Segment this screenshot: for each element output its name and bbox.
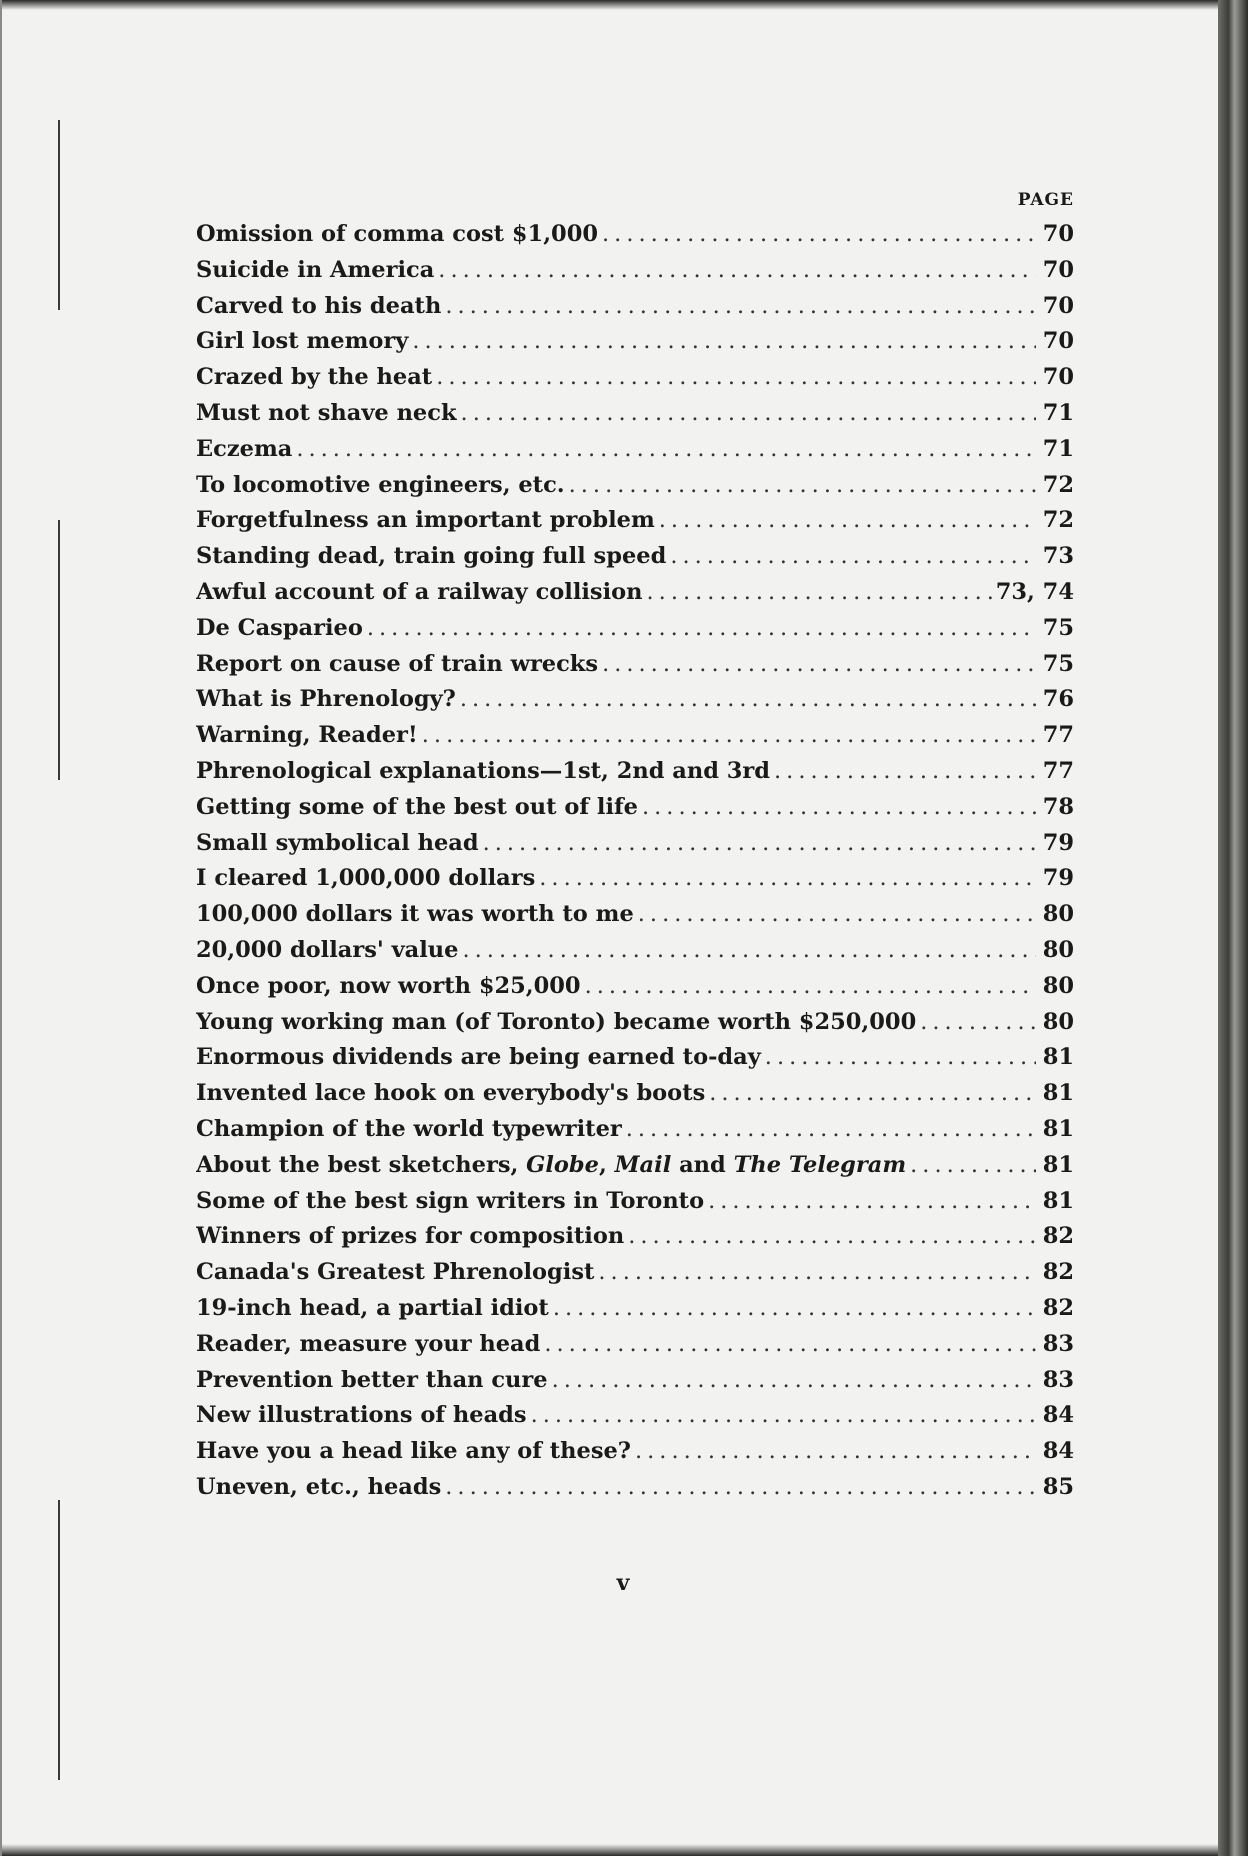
toc-entry-page: 78 [1042,793,1074,820]
gutter-mark [58,1500,60,1780]
toc-entry-page: 75 [1042,614,1074,641]
toc-entry [196,1148,1086,1184]
toc-entry [196,468,1086,504]
toc-entry-title-part: About the best sketchers, [196,1151,527,1178]
toc-entry-title [196,1148,906,1184]
dot-leader [531,1398,1036,1434]
toc-entry-title: Have you a head like any of these? [196,1438,631,1465]
toc-entry [196,324,1086,360]
dot-leader [438,253,1036,289]
dot-leader [296,432,1036,468]
toc-entry [196,1184,1086,1220]
dot-leader [553,1291,1036,1327]
page-number: v [616,1570,630,1596]
toc-entry-title: Omission of comma cost $1,000 [196,221,599,247]
toc-entry-page: 81 [1042,1115,1074,1142]
dot-leader [422,718,1036,754]
toc-entry-title: Small symbolical head [196,829,479,856]
toc-entry-title: Winners of prizes for composition [196,1223,625,1250]
toc-entry-page: 81 [1042,1044,1074,1071]
toc-entry-page: 70 [1042,221,1074,247]
toc-entry-page: 81 [1042,1151,1074,1178]
toc-entry-title: 20,000 dollars' value [196,936,459,963]
toc-entry [196,432,1086,468]
dot-leader [602,217,1036,253]
toc-entry-page: 71 [1042,435,1074,462]
toc-entry-title: Some of the best sign writers in Toronto [196,1187,705,1214]
toc-entry-title: Phrenological explanations—1st, 2nd and 3rd [196,757,771,784]
toc-entry-page: 77 [1042,757,1074,784]
toc-entry-title: New illustrations of heads [196,1402,527,1429]
toc-entry-page: 80 [1042,1008,1074,1035]
toc-entry [196,360,1086,396]
toc-entry-title: I cleared 1,000,000 dollars [196,865,536,892]
dot-leader [626,1112,1036,1148]
toc-entry-title: Crazed by the heat [196,364,433,391]
toc-entry-page: 71 [1042,399,1074,426]
gutter-mark [58,120,60,310]
toc-entry-title: To locomotive engineers, etc. [196,471,565,498]
toc-entry-page: 70 [1042,328,1074,355]
toc-entry-title-part: and [671,1151,734,1178]
toc-entry-page: 70 [1042,256,1074,283]
dot-leader [628,1219,1036,1255]
dot-leader [598,1255,1036,1291]
toc-entry-page: 79 [1042,829,1074,856]
toc-entry-title: Uneven, etc., heads [196,1473,442,1500]
dot-leader [709,1076,1036,1112]
toc-entry-title-part: The Telegram [733,1151,907,1178]
toc-entry [196,217,1086,253]
toc-entry [196,969,1086,1005]
dot-leader [539,861,1036,897]
toc-entry-title: Getting some of the best out of life [196,793,638,820]
toc-entry [196,933,1086,969]
toc-entry-page: 83 [1042,1330,1074,1357]
toc-entry-page: 85 [1042,1473,1074,1500]
toc-entry-page: 82 [1042,1294,1074,1321]
dot-leader [602,647,1036,683]
toc-entry-title-part: Globe [526,1151,599,1178]
toc-entry-title: Eczema [196,435,293,462]
toc-entry-title: Canada's Greatest Phrenologist [196,1259,595,1286]
toc-entry-page: 75 [1042,650,1074,677]
page-column-heading: PAGE [1017,190,1074,210]
toc-entry-title: Standing dead, train going full speed [196,543,667,570]
toc-entry-title: Enormous dividends are being earned to-day [196,1044,761,1071]
toc-entry-title-part: , [598,1151,615,1178]
toc-entry-title: 19-inch head, a partial idiot [196,1294,549,1321]
toc-entry-title: Once poor, now worth $25,000 [196,972,581,999]
dot-leader [635,1434,1036,1470]
toc-entry-page: 76 [1042,686,1074,713]
dot-leader [445,1470,1036,1506]
toc-entry-title: Invented lace hook on everybody's boots [196,1080,706,1107]
toc-entry-title: Awful account of a railway collision [196,578,643,605]
dot-leader [367,611,1036,647]
toc-entry-page: 82 [1042,1223,1074,1250]
toc-entry-page: 82 [1042,1259,1074,1286]
toc-entry-page: 80 [1042,936,1074,963]
dot-leader [460,682,1036,718]
toc-entry [196,1398,1086,1434]
toc-entry [196,754,1086,790]
dot-leader [659,503,1036,539]
dot-leader [445,289,1036,325]
toc-entry-page: 70 [1042,292,1074,319]
toc-entry [196,253,1086,289]
dot-leader [552,1363,1036,1399]
toc-entry [196,647,1086,683]
toc-entry-title: Suicide in America [196,256,435,283]
toc-entry-title: Warning, Reader! [196,722,418,749]
dot-leader [765,1040,1036,1076]
dot-leader [544,1327,1036,1363]
toc-entry-title-part: Mail [614,1151,672,1178]
toc-entry-title: De Casparieo [196,614,363,641]
toc-entry-page: 80 [1042,901,1074,928]
dot-leader [483,826,1036,862]
toc-entry [196,682,1086,718]
dot-leader [462,933,1036,969]
toc-entry [196,1076,1086,1112]
toc-entry [196,1219,1086,1255]
bottom-shadow [2,1844,1220,1856]
toc-entry [196,289,1086,325]
toc-entry-page: 81 [1042,1187,1074,1214]
dot-leader [670,539,1036,575]
gutter-mark [58,520,60,780]
toc-entry [196,539,1086,575]
dot-leader [585,969,1036,1005]
toc-entry-title: Reader, measure your head [196,1330,541,1357]
toc-entry-page: 84 [1042,1438,1074,1465]
top-shadow [2,0,1220,10]
table-of-contents [196,183,1086,1506]
toc-entry [196,1363,1086,1399]
dot-leader [569,468,1036,504]
toc-entry [196,1327,1086,1363]
toc-entry [196,611,1086,647]
toc-list [196,217,1086,1506]
toc-entry-title: 100,000 dollars it was worth to me [196,901,634,928]
toc-entry [196,1255,1086,1291]
toc-entry-title: Girl lost memory [196,328,409,355]
toc-entry-title: Forgetfulness an important problem [196,507,655,534]
toc-entry [196,897,1086,933]
toc-entry [196,1291,1086,1327]
toc-entry [196,1434,1086,1470]
toc-entry-page: 81 [1042,1080,1074,1107]
toc-entry-page: 70 [1042,364,1074,391]
toc-entry [196,1005,1086,1041]
dot-leader [436,360,1036,396]
toc-entry-page: 72 [1042,507,1074,534]
toc-entry-page: 72 [1042,471,1074,498]
toc-entry-page: 83 [1042,1366,1074,1393]
dot-leader [638,897,1036,933]
toc-entry-page: 80 [1042,972,1074,999]
toc-entry-title: Champion of the world typewriter [196,1115,622,1142]
toc-entry [196,575,1086,611]
toc-entry-page: 84 [1042,1402,1074,1429]
toc-entry-title: Prevention better than cure [196,1366,548,1393]
toc-entry-page: 77 [1042,722,1074,749]
page-edge [1218,0,1248,1856]
toc-entry [196,1112,1086,1148]
toc-entry [196,790,1086,826]
dot-leader [910,1148,1036,1184]
dot-leader [920,1005,1036,1041]
toc-entry [196,1040,1086,1076]
toc-entry-title: Young working man (of Toronto) became worth $250,000 [196,1008,917,1035]
toc-entry-page: 79 [1042,865,1074,892]
toc-entry-title: Must not shave neck [196,399,457,426]
toc-entry [196,826,1086,862]
toc-entry [196,503,1086,539]
dot-leader [461,396,1036,432]
toc-entry [196,1470,1086,1506]
toc-entry [196,396,1086,432]
dot-leader [708,1184,1036,1220]
toc-entry [196,861,1086,897]
dot-leader [774,754,1036,790]
toc-entry [196,718,1086,754]
toc-entry-title: Report on cause of train wrecks [196,650,599,677]
dot-leader [647,575,992,611]
dot-leader [642,790,1036,826]
toc-entry-page: 73 [1042,543,1074,570]
toc-entry-title: Carved to his death [196,292,442,319]
dot-leader [412,324,1036,360]
toc-entry-title: What is Phrenology? [196,686,456,713]
toc-entry-page: 73, 74 [995,578,1074,605]
